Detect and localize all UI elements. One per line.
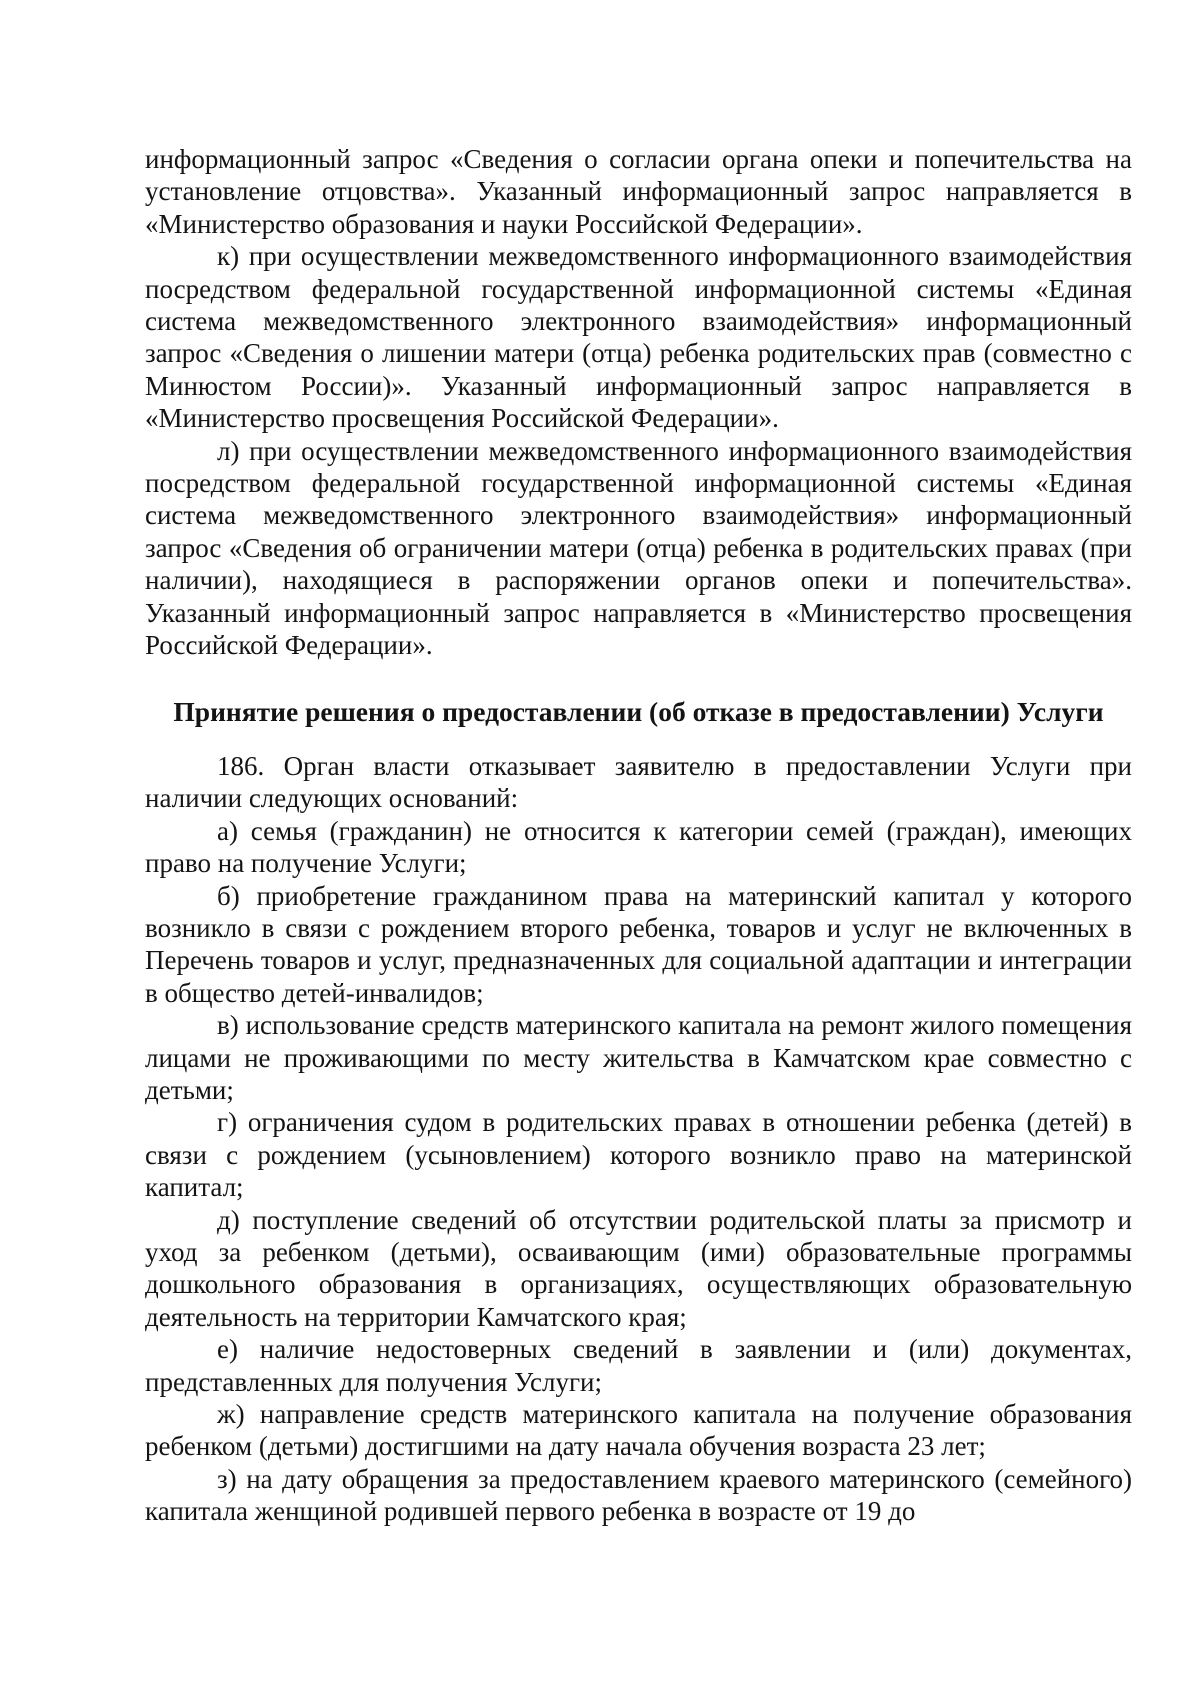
paragraph-item-a: а) семья (гражданин) не относится к категории семей (граждан), имеющих право на получение Услуги; — [145, 815, 1132, 879]
paragraph-item-b: б) приобретение гражданином права на материнский капитал у которого возникло в связи с рождением второго ребенка, товаров и услуг не включенных в Перечень товаров и услуг, предназначенных для социальной адаптации и интеграции в общество детей-инвалидов; — [145, 880, 1132, 1008]
paragraph-item-l: л) при осуществлении межведомственного информационного взаимодействия посредством федеральной государственной информационной системы «Единая система межведомственного электронного взаимодействия» информационный запрос «Сведения об ограничении матери (отца) ребенка в родительских правах (при наличии), находящиеся в распоряжении органов опеки и попечительства». Указанный информационный запрос направляется в «Министерство просвещения Российской Федерации». — [145, 435, 1132, 661]
paragraph-item-v: в) использование средств материнского капитала на ремонт жилого помещения лицами не проживающими по месту жительства в Камчатском крае совместно с детьми; — [145, 1010, 1132, 1105]
paragraph-186: 186. Орган власти отказывает заявителю в предоставлении Услуги при наличии следующих оснований: — [145, 750, 1132, 814]
paragraph-info-request-guardianship: информационный запрос «Сведения о согласии органа опеки и попечительства на установление отцовства». Указанный информационный запрос направляется в «Министерство образования и науки Российской Федерации». — [145, 144, 1132, 239]
paragraph-item-d: д) поступление сведений об отсутствии родительской платы за присмотр и уход за ребенком (детьми), осваивающим (ими) образовательные программы дошкольного образования в организациях, осуществляющих образовательную деятельность на территории Камчатского края; — [145, 1204, 1132, 1332]
document-body — [145, 143, 1132, 1528]
paragraph-item-e: е) наличие недостоверных сведений в заявлении и (или) документах, представленных для получения Услуги; — [145, 1334, 1132, 1397]
paragraph-item-k: к) при осуществлении межведомственного информационного взаимодействия посредством федеральной государственной информационной системы «Единая система межведомственного электронного взаимодействия» информационный запрос «Сведения о лишении матери (отца) ребенка родительских прав (совместно с Минюстом России)». Указанный информационный запрос направляется в «Министерство просвещения Российской Федерации». — [145, 241, 1132, 434]
section-heading: Принятие решения о предоставлении (об отказе в предоставлении) Услуги — [173, 695, 1104, 727]
paragraph-item-g: г) ограничения судом в родительских правах в отношении ребенка (детей) в связи с рождением (усыновлением) которого возникло право на материнской капитал; — [145, 1107, 1132, 1203]
paragraph-item-z: з) на дату обращения за предоставлением краевого материнского (семейного) капитала женщиной родившей первого ребенка в возрасте от 19 до — [145, 1463, 1132, 1527]
paragraph-item-zh: ж) направление средств материнского капитала на получение образования ребенком (детьми) достигшими на дату начала обучения возраста 23 лет; — [145, 1399, 1132, 1462]
